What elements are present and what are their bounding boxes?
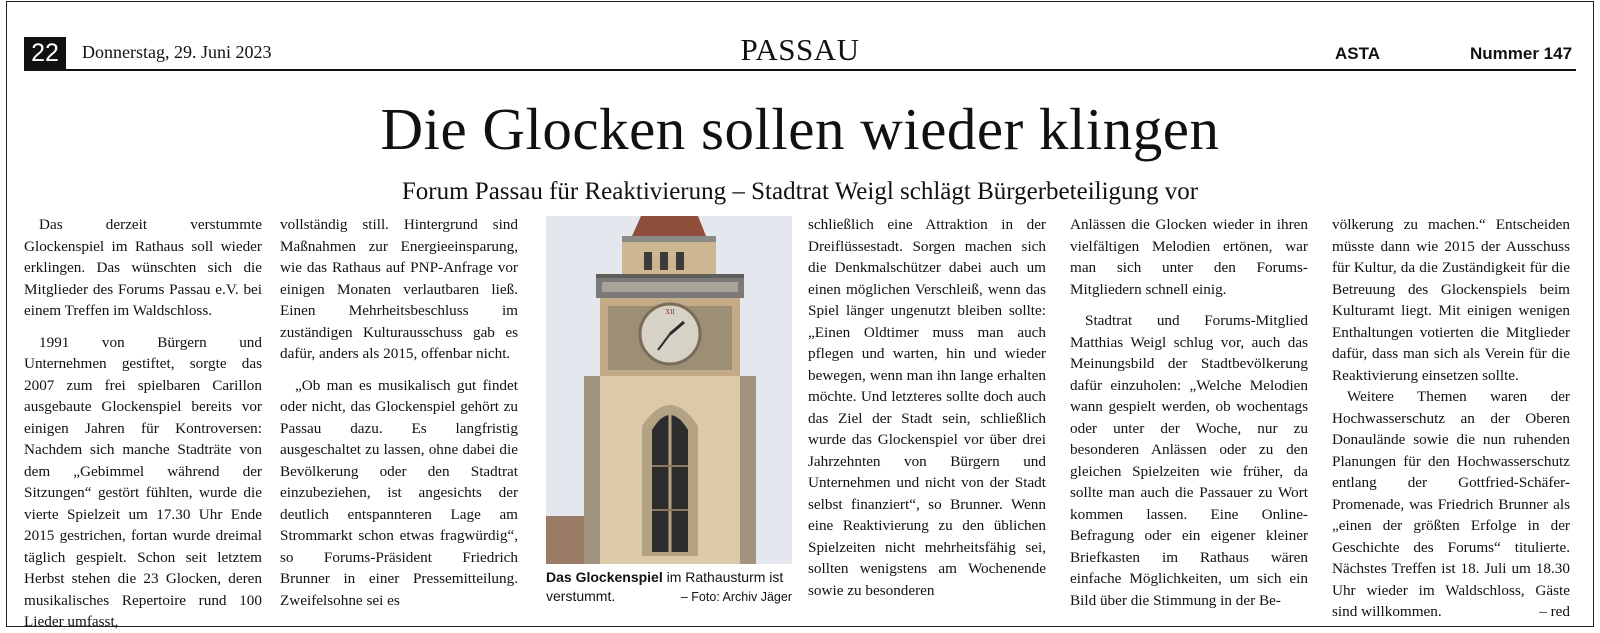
article-column-2 bbox=[280, 214, 518, 611]
paragraph: völkerung zu machen.“ Entscheiden müsste dann wie 2015 der Ausschuss für Kultur, da die Zuständigkeit für die Betreuung des Glockenspiels beim Kulturamt liegt. Mit einigen wenigen Enthaltungen votierten die Mitglieder dafür, dass man sich als Verein für die Reaktivierung einsetzen sollte. bbox=[1332, 216, 1570, 384]
caption-text: im Rathausturm ist verstummt. bbox=[546, 569, 784, 604]
svg-text:XII: XII bbox=[665, 308, 675, 316]
section-title: PASSAU bbox=[740, 32, 860, 67]
headline: Die Glocken sollen wieder klingen bbox=[380, 96, 1220, 162]
article-column-1 bbox=[24, 214, 262, 633]
paragraph: Das derzeit verstummte Glockenspiel im Rathaus soll wieder erklingen. Das wünschten sich die Mitglieder des Forums Passau e.V. bei einem Treffen im Waldschloss. bbox=[24, 216, 262, 319]
subheadline: Forum Passau für Reaktivierung – Stadtrat Weigl schlägt Bürgerbeteiligung vor bbox=[401, 178, 1199, 205]
page-number: 22 bbox=[24, 37, 66, 69]
tower-illustration bbox=[546, 216, 792, 564]
author-signature: – red bbox=[1539, 603, 1570, 620]
paragraph bbox=[1332, 386, 1570, 623]
paragraph: schließlich eine Attraktion in der Dreiflüssestadt. Sorgen machen sich die Denkmalschützer dabei auch um einen möglichen Verschleiß, wenn das Spiel länger ungenutzt bleiben sollte: „Einen Oldtimer muss man auch pflegen und warten, hin und wieder bewegen, wenn man ihn lange erhalten möchte. Und letzteres sollte doch auch das Ziel der Stadt sein, schließlich wurde das Glockenspiel vor über drei Jahrzehnten von Bürgern und Unternehmen und nicht von der Stadt selbst finanziert“, so Brunner. Wenn eine Reaktivierung zu den üblichen Spielzeiten nicht mehrheitsfähig sei, sollten wenigstens am Wochenende sowie zu besonderen bbox=[808, 216, 1046, 599]
article-column-4 bbox=[1070, 214, 1308, 611]
article-column-3 bbox=[808, 214, 1046, 601]
town-hall-tower-photo bbox=[546, 216, 792, 564]
paragraph-text: Weitere Themen waren der Hochwasserschutz an der Oberen Donaulände sowie die nun ruhenden Planungen für den Hochwasserschutz entlang der Gottfried-Schäfer-Promenade, was Friedrich Brunner als „einen der größten Erfolge in der Geschichte des Forums“ titulierte. Nächstes Treffen ist 18. Juli um 18.30 Uhr wieder im Waldschloss, Gäste sind willkommen. bbox=[1332, 388, 1570, 620]
masthead-rule bbox=[24, 69, 1576, 71]
photo-credit: – Foto: Archiv Jäger bbox=[680, 590, 792, 604]
paragraph: „Ob man es musikalisch gut findet oder nicht, das Glockenspiel gehört zu Passau dazu. Es langfristig ausgeschaltet zu lassen, ohne dabei die Bevölkerung oder den Stadtrat einzubeziehen, ist angesichts der deutlich entspannteren Lage am Strommarkt schon etwas fragwürdig“, so Forums-Präsident Friedrich Brunner in einer Pressemitteilung. Zweifelsohne sei es bbox=[280, 376, 518, 609]
issue-number: Nummer 147 bbox=[1470, 44, 1573, 63]
paragraph: Stadtrat und Forums-Mitglied Matthias Weigl schlug vor, auch das Meinungsbild der Stadtbevölkerung dafür einzuholen: „Welche Melodien wann gespielt werden, ob wochentags oder unter der Woche, nur zu besonderen Anlässen oder zu den gleichen Spielzeiten wie früher, da sollte man auch die Passauer zu Wort kommen lassen. Eine Online-Befragung oder ein eigener kleiner Briefkasten im Rathaus wären einfache Möglichkeiten, um sich ein Bild über die Stimmung in der Be- bbox=[1070, 312, 1308, 609]
article-column-5 bbox=[1332, 214, 1570, 623]
paragraph: Anlässen die Glocken wieder in ihren vielfältigen Melodien ertönen, war man sich unter den Forums-Mitgliedern schnell einig. bbox=[1070, 216, 1308, 298]
paragraph: vollständig still. Hintergrund sind Maßnahmen zur Energieeinsparung, wie das Rathaus auf PNP-Anfrage vor einigen Monaten verlautbaren ließ. Einen Mehrheitsbeschluss im zuständigen Kulturausschuss gab es dafür, anders als 2015, offenbar nicht. bbox=[280, 216, 518, 362]
caption-lead: Das Glockenspiel bbox=[546, 569, 663, 585]
issue-date: Donnerstag, 29. Juni 2023 bbox=[82, 42, 272, 62]
edition-label: ASTA bbox=[1335, 44, 1381, 63]
paragraph: 1991 von Bürgern und Unternehmen gestiftet, sorgte das 2007 zum frei spielbaren Carillon ausgebaute Glockenspiel bereits vor einigen Jahren für Kontroversen: Nachdem sich manche Stadträte von dem „Gebimmel während der Sitzungen“ gestört fühlten, wurde die vierte Spielzeit um 17.30 Uhr Ende 2015 gestrichen, fortan wurde dreimal täglich gespielt. Schon seit letztem Herbst stehen die 23 Glocken, deren musikalisches Repertoire rund 100 Lieder umfasst, bbox=[24, 333, 262, 630]
